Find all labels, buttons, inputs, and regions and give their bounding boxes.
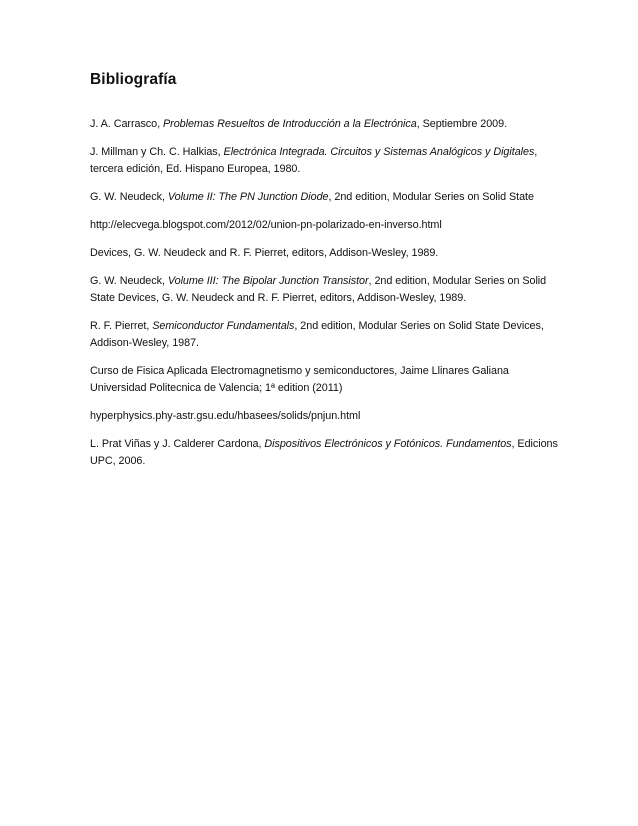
bibliography-entry — [90, 116, 560, 133]
entry-text: J. A. Carrasco, — [90, 118, 164, 130]
entry-text: , Septiembre 2009. — [416, 118, 508, 130]
entry-text: Curso de Fisica Aplicada Electromagnetismo y semiconductores, Jaime Llinares Galiana Universidad Politecnica de Valencia; 1ª edition (2011) — [90, 365, 509, 394]
bibliography-entry — [90, 217, 560, 234]
entry-text: , 2nd edition, Modular Series on Solid State Devices, G. W. Neudeck and R. F. Pierret, editors, Addison-Wesley, 1989. — [90, 275, 547, 304]
entry-text: G. W. Neudeck, — [90, 275, 168, 287]
entry-text: hyperphysics.phy-astr.gsu.edu/hbasees/solids/pnjun.html — [90, 410, 361, 422]
entry-text: Devices, G. W. Neudeck and R. F. Pierret, editors, Addison-Wesley, 1989. — [90, 247, 439, 259]
page-title: Bibliografía — [90, 71, 177, 88]
bibliography-entry — [90, 408, 560, 425]
entry-title: Volume III: The Bipolar Junction Transistor — [167, 275, 369, 287]
entry-text: , tercera edición, Ed. Hispano Europea, 1980. — [90, 146, 538, 175]
bibliography-section — [90, 70, 560, 481]
bibliography-entry — [90, 245, 560, 262]
bibliography-entry — [90, 189, 560, 206]
entry-text: L. Prat Viñas y J. Calderer Cardona, — [90, 438, 265, 450]
entry-text: R. F. Pierret, — [90, 320, 153, 332]
bibliography-entry — [90, 436, 560, 470]
entry-text: G. W. Neudeck, — [90, 191, 168, 203]
entry-title: Semiconductor Fundamentals — [152, 320, 295, 332]
entry-title: Electrónica Integrada. Circuitos y Sistemas Analógicos y Digitales — [223, 146, 535, 158]
entry-text: http://elecvega.blogspot.com/2012/02/union-pn-polarizado-en-inverso.html — [90, 219, 442, 231]
entry-text: , 2nd edition, Modular Series on Solid State Devices, Addison-Wesley, 1987. — [90, 320, 544, 349]
bibliography-entry — [90, 363, 560, 397]
bibliography-entry — [90, 318, 560, 352]
bibliography-entry — [90, 144, 560, 178]
entry-text: , 2nd edition, Modular Series on Solid State — [328, 191, 534, 203]
entry-text: J. Millman y Ch. C. Halkias, — [90, 146, 224, 158]
entry-text: , Edicions UPC, 2006. — [90, 438, 558, 467]
entry-title: Volume II: The PN Junction Diode — [167, 191, 329, 203]
entry-title: Dispositivos Electrónicos y Fotónicos. Fundamentos — [264, 438, 512, 450]
entry-title: Problemas Resueltos de Introducción a la Electrónica — [163, 118, 417, 130]
bibliography-entry — [90, 273, 560, 307]
